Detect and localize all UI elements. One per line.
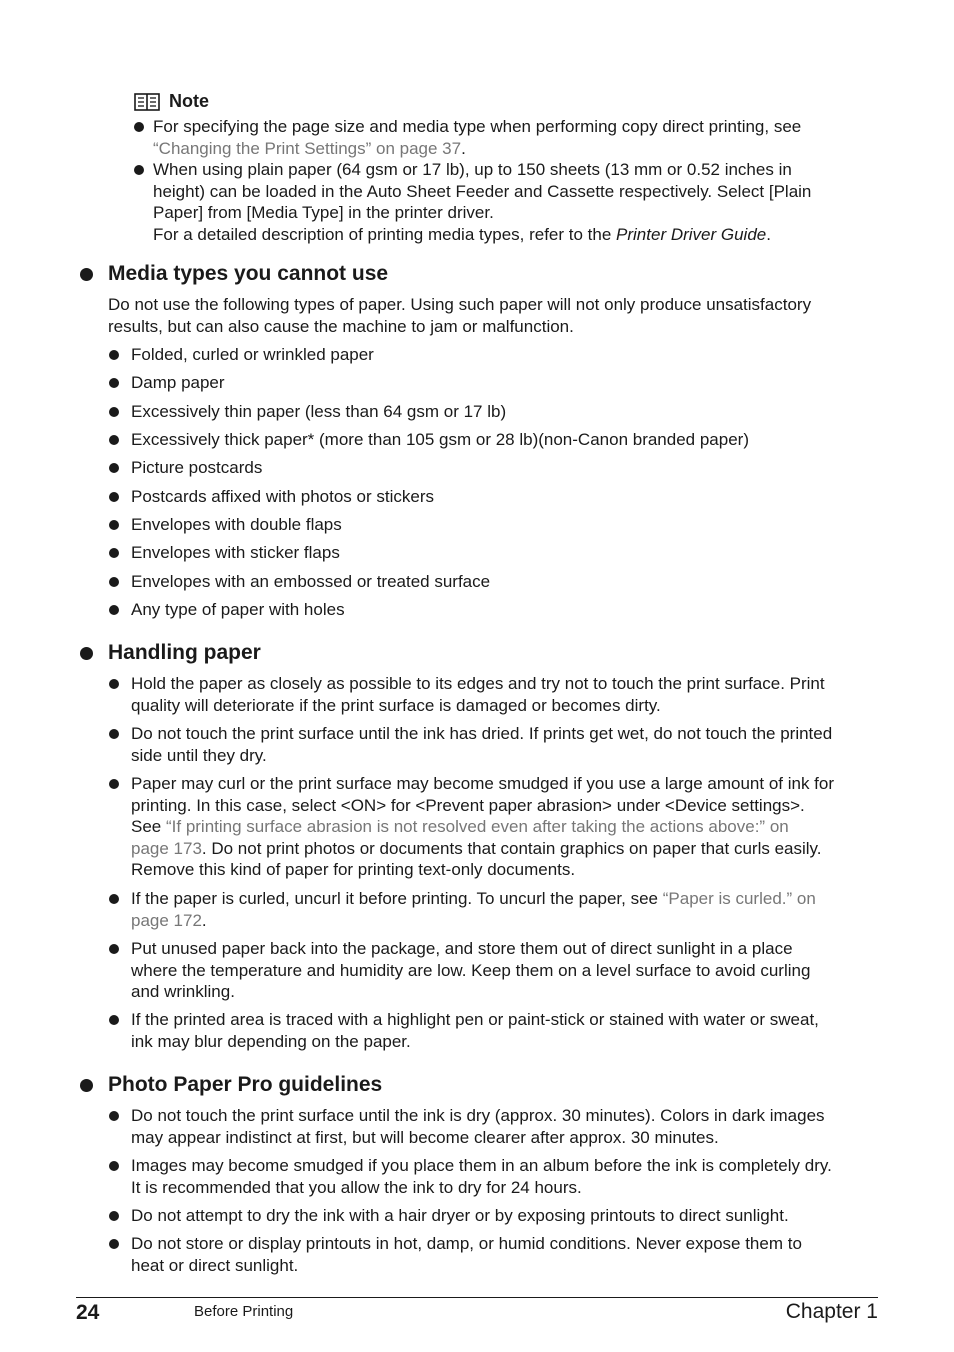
heading-bullet <box>80 647 93 660</box>
note-title: Note <box>169 91 209 111</box>
bullet-text <box>153 159 811 245</box>
page-number: 24 <box>76 1301 100 1324</box>
text-run: Paper] from [Media Type] in the printer driver. <box>153 203 494 222</box>
bullet-dot <box>109 463 119 473</box>
text-line <box>153 116 801 138</box>
text-line <box>131 1009 819 1031</box>
text-run: . <box>201 910 207 930</box>
text-line <box>131 344 374 366</box>
text-line <box>131 514 342 536</box>
text-run: Excessively thin paper (less than 64 gsm or 17 lb) <box>131 402 507 421</box>
text-run: Do not touch the print surface until the ink is dry (approx. 30 minutes). Colors in dark images <box>131 1106 825 1125</box>
section-heading-text: Media types you cannot use <box>108 262 389 285</box>
text-run: printing. In this case, select <ON> for <Prevent paper abrasion> under <Device settings>. <box>131 795 805 815</box>
text-line: results, but can also cause the machine to jam or malfunction. <box>108 316 574 336</box>
cross-reference-link[interactable]: “If printing surface abrasion is not resolved even after taking the actions above:” on <box>165 817 789 836</box>
text-run: where the temperature and humidity are low. Keep them on a level surface to avoid curling <box>131 960 811 980</box>
text-line <box>131 1155 832 1177</box>
bullet-dot <box>134 165 144 175</box>
bullet-dot <box>109 1239 119 1249</box>
bullet-text <box>131 1155 832 1198</box>
text-line <box>131 723 832 745</box>
footer-rule <box>76 1297 878 1298</box>
text-line <box>131 910 816 932</box>
bullet-text <box>131 486 434 508</box>
text-line <box>131 1127 825 1149</box>
text-line <box>131 673 825 695</box>
text-run: quality will deteriorate if the print surface is damaged or becomes dirty. <box>131 695 661 715</box>
text-run: Postcards affixed with photos or stickers <box>131 487 434 506</box>
text-line <box>131 745 832 767</box>
text-line <box>153 224 811 246</box>
text-line <box>153 159 811 181</box>
note-heading <box>134 91 209 112</box>
text-line <box>131 888 816 910</box>
text-line <box>153 181 811 203</box>
text-line <box>131 599 345 621</box>
text-run: and wrinkling. <box>131 982 235 1001</box>
text-line <box>131 486 434 508</box>
section-heading-text: Photo Paper Pro guidelines <box>108 1073 383 1096</box>
bullet-text <box>131 723 832 766</box>
text-run: . <box>461 138 466 158</box>
bullet-text <box>131 429 749 451</box>
text-run: Excessively thick paper* (more than 105 gsm or 28 lb)(non-Canon branded paper) <box>131 430 749 449</box>
bullet-text <box>131 1009 819 1052</box>
text-run: If the paper is curled, uncurl it before printing. To uncurl the paper, see <box>131 889 663 908</box>
text-run: may appear indistinct at first, but will become clearer after approx. 30 minutes. <box>131 1127 719 1147</box>
text-run: . Do not print photos or documents that contain graphics on paper that curls easily. <box>201 838 822 858</box>
text-line <box>131 1177 832 1199</box>
bullet-text <box>131 888 816 931</box>
text-run: If the printed area is traced with a highlight pen or paint-stick or stained with water or sweat, <box>131 1010 819 1029</box>
text-line <box>153 202 811 224</box>
bullet-text <box>131 571 490 593</box>
text-line <box>131 695 825 717</box>
bullet-dot <box>109 378 119 388</box>
text-run: It is recommended that you allow the ink to dry for 24 hours. <box>131 1177 582 1197</box>
text-line <box>131 795 834 817</box>
bullet-dot <box>109 435 119 445</box>
cross-reference-link[interactable]: page 173 <box>131 838 202 858</box>
bullet-text <box>131 1233 802 1276</box>
bullet-text <box>131 938 810 1003</box>
bullet-dot <box>109 548 119 558</box>
bullet-text <box>131 1205 789 1227</box>
bullet-text <box>131 542 340 564</box>
text-line <box>131 859 834 881</box>
text-line <box>131 960 810 982</box>
text-run: height) can be loaded in the Auto Sheet Feeder and Cassette respectively. Select [Plain <box>153 181 812 201</box>
bullet-text <box>131 673 825 716</box>
bullet-dot <box>109 679 119 689</box>
text-run: . <box>766 224 771 244</box>
bullet-dot <box>109 729 119 739</box>
text-line <box>131 773 834 795</box>
text-line <box>153 138 801 160</box>
text-run: Envelopes with sticker flaps <box>131 543 340 562</box>
heading-bullet <box>80 268 93 281</box>
text-line <box>131 571 490 593</box>
cross-reference-link[interactable]: “Changing the Print Settings” on page 37 <box>153 138 462 158</box>
footer-chapter: Chapter 1 <box>785 1300 878 1323</box>
text-run: Any type of paper with holes <box>131 600 345 619</box>
text-run: Paper may curl or the print surface may become smudged if you use a large amount of ink for <box>131 774 835 793</box>
bullet-dot <box>109 577 119 587</box>
text-line <box>131 401 506 423</box>
text-run: Picture postcards <box>131 458 263 477</box>
text-line <box>131 1233 802 1255</box>
text-run: Envelopes with an embossed or treated surface <box>131 572 491 591</box>
bullet-dot <box>109 894 119 904</box>
text-run: Envelopes with double flaps <box>131 515 342 534</box>
text-run: When using plain paper (64 gsm or 17 lb), up to 150 sheets (13 mm or 0.52 inches in <box>153 160 792 179</box>
bullet-text <box>131 372 225 394</box>
text-run: Images may become smudged if you place them in an album before the ink is completely dry. <box>131 1156 832 1175</box>
text-run: ink may blur depending on the paper. <box>131 1031 411 1051</box>
bullet-dot <box>109 1015 119 1025</box>
bullet-dot <box>109 492 119 502</box>
bullet-text <box>131 1105 825 1148</box>
book-icon <box>134 93 160 111</box>
bullet-text <box>153 116 801 159</box>
text-line <box>131 1105 825 1127</box>
text-run: For a detailed description of printing media types, refer to the <box>153 224 617 244</box>
heading-bullet <box>80 1079 93 1092</box>
text-run: Do not touch the print surface until the ink has dried. If prints get wet, do not touch the printed <box>131 724 833 743</box>
section-intro <box>108 294 811 337</box>
text-run: Hold the paper as closely as possible to its edges and try not to touch the print surface. Print <box>131 674 825 693</box>
text-line <box>131 1031 819 1053</box>
bullet-dot <box>109 1111 119 1121</box>
bullet-text <box>131 344 374 366</box>
text-line: Do not use the following types of paper. Using such paper will not only produce unsatisfactory <box>108 295 812 314</box>
text-line <box>131 429 749 451</box>
bullet-text <box>131 599 345 621</box>
text-run: See <box>131 817 166 836</box>
text-line <box>131 938 810 960</box>
footer-section: Before Printing <box>194 1303 294 1320</box>
bullet-dot <box>134 122 144 132</box>
bullet-dot <box>109 1161 119 1171</box>
text-run: Put unused paper back into the package, and store them out of direct sunlight in a place <box>131 939 793 958</box>
text-run: Remove this kind of paper for printing text-only documents. <box>131 860 576 879</box>
bullet-dot <box>109 350 119 360</box>
bullet-text <box>131 457 262 479</box>
text-line <box>131 1205 789 1227</box>
text-line <box>131 542 340 564</box>
bullet-dot <box>109 1211 119 1221</box>
text-line <box>131 816 834 838</box>
text-run: heat or direct sunlight. <box>131 1255 299 1275</box>
section-heading-text: Handling paper <box>108 641 261 664</box>
text-run: Folded, curled or wrinkled paper <box>131 345 374 364</box>
text-run: For specifying the page size and media type when performing copy direct printing, see <box>153 117 802 136</box>
text-run: side until they dry. <box>131 745 267 765</box>
text-line <box>131 457 262 479</box>
bullet-dot <box>109 520 119 530</box>
cross-reference-link[interactable]: “Paper is curled.” on <box>662 889 816 908</box>
text-run: Do not attempt to dry the ink with a hair dryer or by exposing printouts to direct sunlight. <box>131 1206 789 1225</box>
bullet-dot <box>109 779 119 789</box>
text-run: Damp paper <box>131 373 225 392</box>
bullet-text <box>131 401 506 423</box>
bullet-dot <box>109 944 119 954</box>
text-line <box>131 981 810 1003</box>
bullet-dot <box>109 407 119 417</box>
text-line <box>131 372 225 394</box>
bullet-text <box>131 514 342 536</box>
italic-title: Printer Driver Guide <box>616 224 767 244</box>
text-line <box>131 1255 802 1277</box>
cross-reference-link[interactable]: page 172 <box>131 910 202 930</box>
bullet-dot <box>109 605 119 615</box>
text-run: Do not store or display printouts in hot, damp, or humid conditions. Never expose them to <box>131 1234 802 1253</box>
text-line <box>131 838 834 860</box>
bullet-text <box>131 773 834 881</box>
